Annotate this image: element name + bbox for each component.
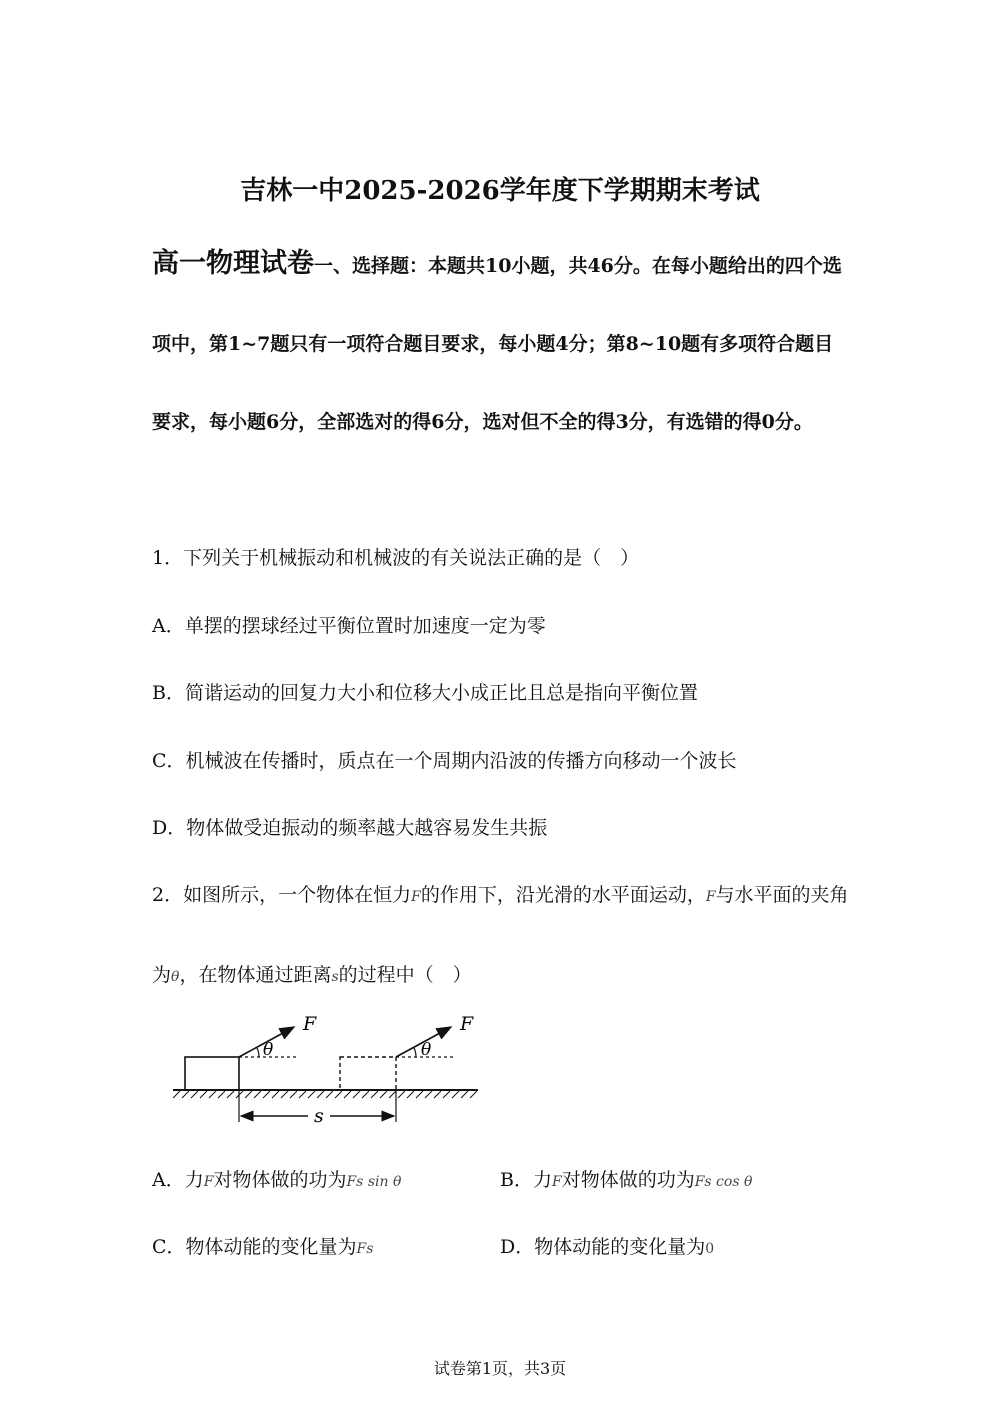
var-f: F [411,889,421,905]
block-end [340,1057,396,1090]
q1-stem: 1．下列关于机械振动和机械波的有关说法正确的是（ ） [152,547,640,569]
q2-stem-part: 的作用下，沿光滑的水平面运动， [420,884,706,906]
exam-subtitle: 高一物理试卷 [152,248,314,279]
option-text: B．力 [500,1169,552,1191]
ground-hatching [173,1091,477,1098]
q1-option-a: A．单摆的摆球经过平衡位置时加速度一定为零 [152,615,546,637]
angle-label-2: θ [421,1040,432,1060]
var-f: F [551,1174,562,1190]
angle-arc-1 [257,1048,259,1057]
force-diagram [168,1010,488,1125]
var-s: s [331,969,339,985]
var-f: F [203,1174,214,1190]
var-f: F [705,889,716,905]
option-text: A．力 [152,1169,204,1191]
option-text: 对物体做的功为 [213,1169,347,1191]
option-text: 对物体做的功为 [561,1169,695,1191]
q2-stem-part: 2．如图所示，一个物体在恒力 [152,884,412,906]
expr-zero: 0 [705,1241,715,1257]
expr-fs-cos: Fs cos θ [694,1174,753,1190]
q2-option-c [152,1233,373,1263]
expr-fs: Fs [356,1241,374,1257]
angle-arc-2 [414,1048,416,1057]
force-label-2: F [460,1013,474,1035]
q2-option-b [500,1166,752,1196]
q2-option-d [500,1233,714,1263]
angle-label-1: θ [263,1040,274,1060]
q1-option-c: C．机械波在传播时，质点在一个周期内沿波的传播方向移动一个波长 [152,750,737,772]
q1-option-b: B．简谐运动的回复力大小和位移大小成正比且总是指向平衡位置 [152,682,698,704]
section-instructions [152,225,852,461]
q2-stem-part: 与水平面的夹角为 [152,884,849,986]
expr-fs-sin: Fs sin θ [346,1174,402,1190]
q2-stem [152,856,852,1016]
distance-label: s [314,1105,324,1125]
force-label-1: F [303,1013,317,1035]
q1-option-d: D．物体做受迫振动的频率越大越容易发生共振 [152,817,548,839]
q2-stem-part: 的过程中（ ） [338,964,472,986]
option-text: C．物体动能的变化量为 [152,1236,357,1258]
option-text: D．物体动能的变化量为 [500,1236,706,1258]
q2-stem-part: ，在物体通过距离 [179,964,332,986]
var-theta: θ [171,969,180,985]
section-text: 一、选择题：本题共10小题，共46分。在每小题给出的四个选项中，第1~7题只有一项符合题目要求，每小题4分；第8~10题有多项符合题目要求，每小题6分，全部选对的得6分，选对但不全的得3分，有选错的得0分。 [152,255,842,433]
q2-option-a [152,1166,401,1196]
page-footer: 试卷第1页，共3页 [433,1359,567,1378]
exam-title: 吉林一中2025-2026学年度下学期期末考试 [240,176,760,206]
block-start [185,1057,239,1090]
